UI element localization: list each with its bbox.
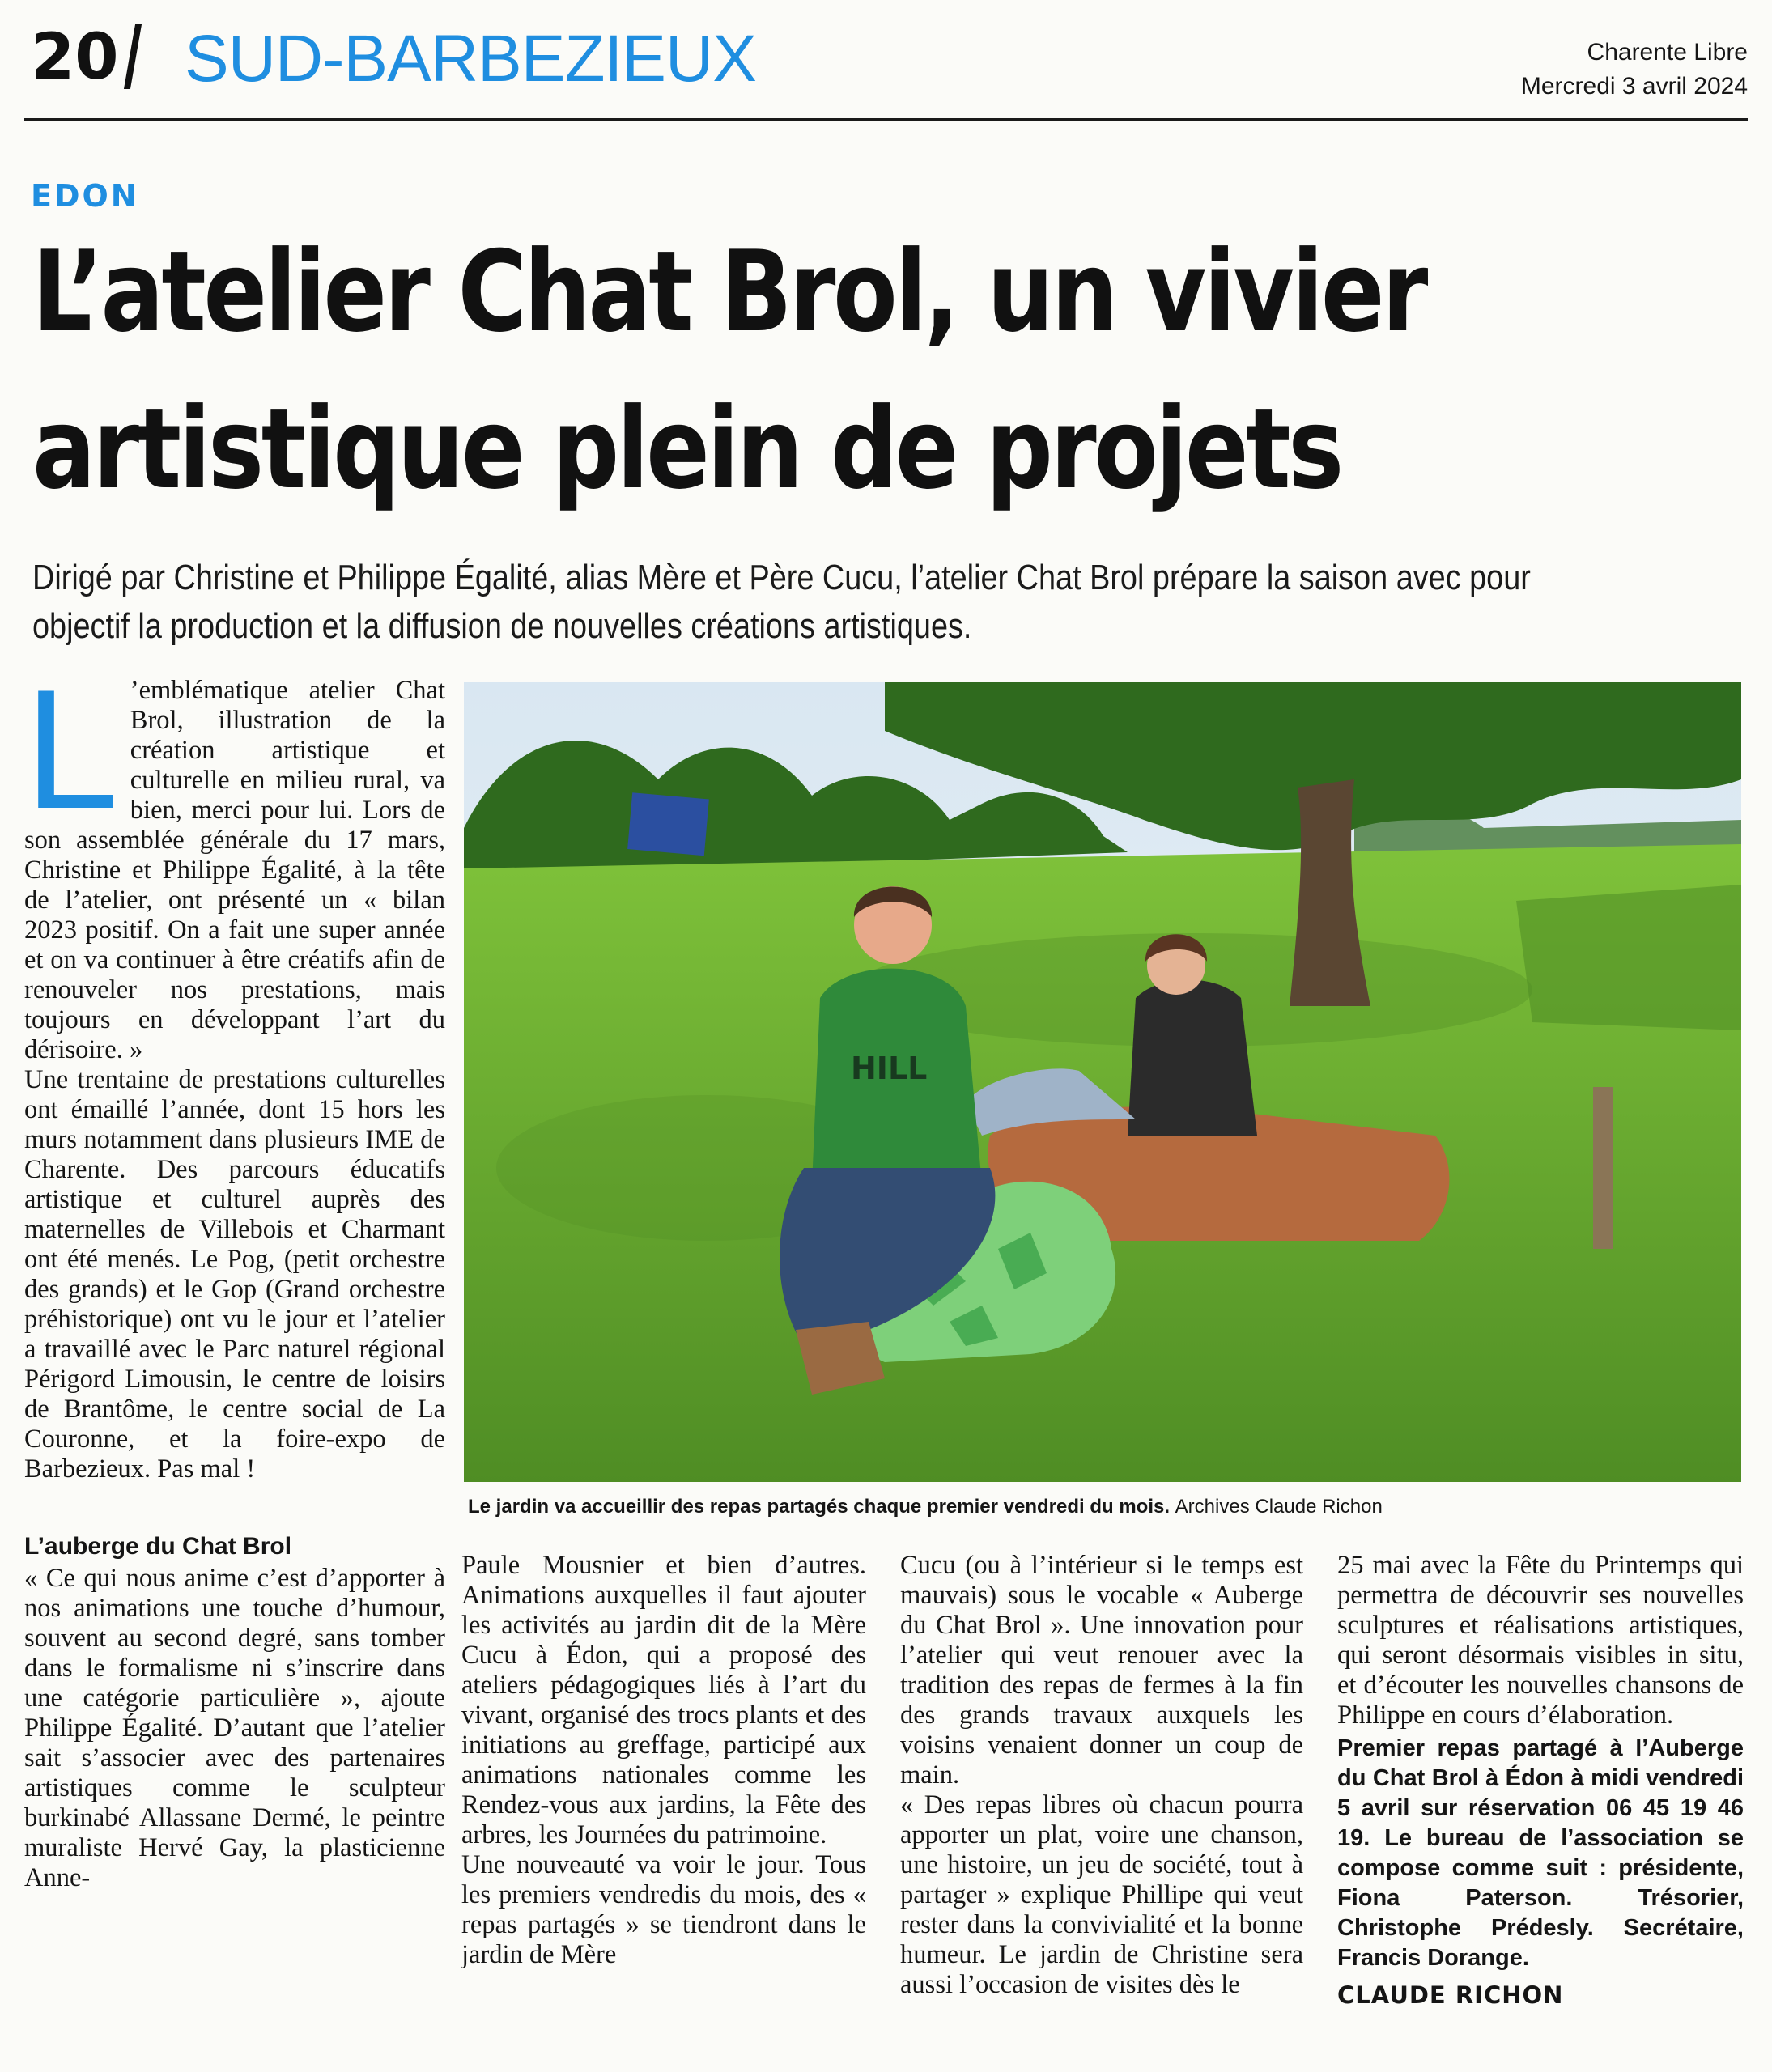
headline-line-1: L’atelier Chat Brol, un vivier [32,227,1426,357]
article-column-3 [900,1551,1303,2000]
page-separator [124,24,142,89]
drop-cap: L [24,654,119,844]
garden-photo-illustration [464,682,1741,1482]
issue-date: Mercredi 3 avril 2024 [1520,73,1748,100]
blue-artwork-sign [627,792,709,856]
paragraph-quote: « Ce qui nous anime c’est d’apporter à nos animations une touche d’humour, souvent au second degré, sans tomber dans le formalisme ni s’inscrire dans une catégorie particulière », ajoute Philippe Égalité. D’autant que l’atelier sait s’associer avec des partenaires artistiques comme le sculpteur burkinabé Allassane Dermé, le peintre muraliste Hervé Gay, la plasticienne Anne- [24,1564,445,1892]
caption-text: Le jardin va accueillir des repas partagés chaque premier vendredi du mois. [468,1496,1170,1518]
paragraph-partners: Paule Mousnier et bien d’autres. Animations auxquelles il faut ajouter les activités au jardin dit de la Mère Cucu à Édon, qui a proposé des ateliers pédagogiques liés à l’art du vivant, organisé des trocs plants et des initiations au greffage, participé aux animations nationales comme les Rendez-vous aux jardins, la Fête des arbres, les Journées du patrimoine. [461,1551,866,1849]
headline-line-2: artistique plein de projets [32,384,1341,514]
header-rule [24,118,1748,121]
section-title: SUD-BARBEZIEUX [185,22,756,96]
newspaper-name: Charente Libre [1587,39,1748,66]
jacket-print: HILL [851,1051,928,1086]
page-number: 20 [31,21,119,94]
practical-info: Premier repas partagé à l’Auberge du Chat Brol à Édon à midi vendredi 5 avril sur réservation 06 45 19 46 19. Le bureau de l’association se compose comme suit : présidente, Fiona Paterson. Trésorier, Christophe Prédesly. Secrétaire, Francis Dorange. [1337,1735,1744,1971]
paragraph-novelty: Une nouveauté va voir le jour. Tous les premiers vendredis du mois, des « repas partagés » se tiendront dans le jardin de Mère [461,1850,866,1969]
subheading: L’auberge du Chat Brol [24,1533,292,1560]
paragraph-intro [24,654,445,1065]
paragraph-activities: Une trentaine de prestations culturelles ont émaillé l’année, dont 15 hors les murs notamment dans plusieurs IME de Charente. Des parcours éducatifs artistique et culturel auprès des maternelles de Villebois et Charmant ont été menés. Le Pog, (petit orchestre des grands) et le Gop (Grand orchestre préhistorique) ont vu le jour et l’atelier a travaillé avec le Parc naturel régional Périgord Limousin, le centre de loisirs de Brantôme, le centre social de La Couronne, et la foire-expo de Barbezieux. Pas mal ! [24,1065,445,1484]
article-column-1 [24,654,445,1893]
standfirst-line-1: Dirigé par Christine et Philippe Égalité, alias Mère et Père Cucu, l’atelier Chat Brol prépare la saison avec pour [32,558,1531,597]
paragraph-intro-text: ’emblématique atelier Chat Brol, illustration de la création artistique et culturelle en milieu rural, va bien, merci pour lui. Lors de son assemblée générale du 17 mars, Christine et Philippe Égalité, à la tête de l’atelier, ont présenté un « bilan 2023 positif. On a fait une super année et on va continuer à être créatifs afin de renouveler nos prestations, mais toujours en développant l’art du dérisoire. » [24,676,445,1064]
article-photo [464,682,1741,1482]
paragraph-auberge: Cucu (ou à l’intérieur si le temps est mauvais) sous le vocable « Auberge du Chat Brol ». Une innovation pour l’atelier qui veut renouer avec la tradition des repas de fermes à la fin des grands travaux auxquels les voisins venaient donner un coup de main. [900,1551,1303,1790]
author-byline: CLAUDE RICHON [1337,1981,1564,2009]
article-column-4 [1337,1551,1744,2009]
standfirst-line-2: objectif la production et la diffusion de nouvelles créations artistiques. [32,606,972,646]
article-column-2 [461,1551,866,1970]
photo-caption [468,1496,1739,1518]
photo-credit: Archives Claude Richon [1175,1496,1383,1518]
wooden-post [1593,1087,1613,1249]
woman-sweater [1128,980,1257,1136]
paragraph-repas: « Des repas libres où chacun pourra apporter un plat, voire une chanson, une histoire, un jeu de société, tout à partager » explique Phillipe qui veut rester dans la convivialité et la bonne humeur. Le jardin de Christine sera aussi l’occasion de visites dès le [900,1790,1303,1999]
tall-grass [1516,885,1741,1030]
article-kicker: EDON [31,178,139,214]
paragraph-printemps: 25 mai avec la Fête du Printemps qui permettra de découvrir ses nouvelles sculptures et réalisations artistiques, qui seront désormais visibles in situ, et d’écouter les nouvelles chansons de Philippe en cours d’élaboration. [1337,1551,1744,1730]
